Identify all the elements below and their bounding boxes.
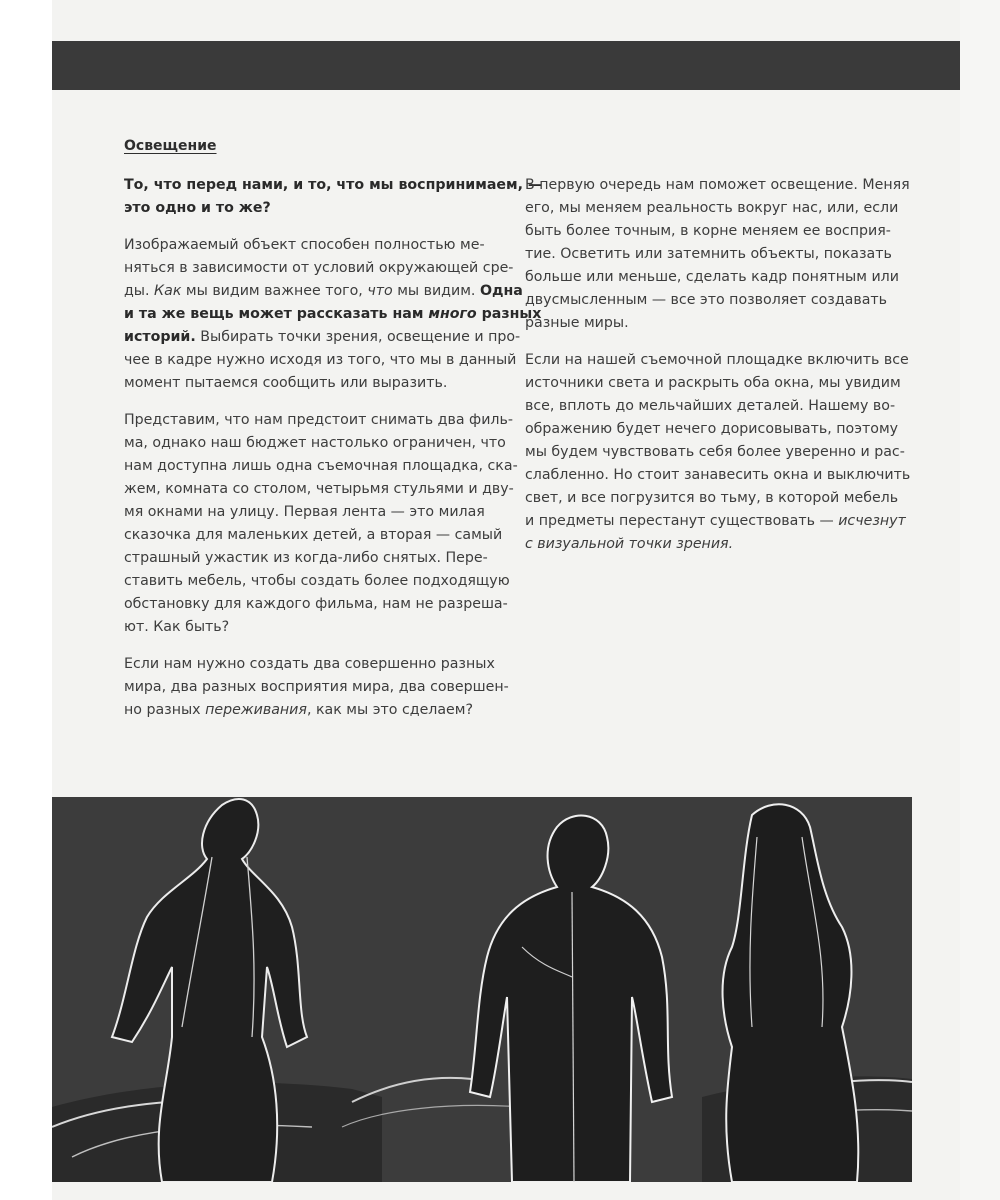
text-line [124, 174, 543, 197]
text-line: быть более точным, в корне меняем ее восприя- [525, 223, 891, 239]
text-line: мира, два разных восприятия мира, два совершен- [124, 679, 509, 695]
strong-text: и та же вещь может рассказать нам [124, 306, 424, 322]
paragraph-2 [124, 409, 518, 639]
text-line: мы будем чувствовать себя более уверенно и рас- [525, 444, 905, 460]
text-line: сказочка для маленьких детей, а вторая — самый [124, 527, 503, 543]
text-line: чее в кадре нужно исходя из того, что мы в данный [124, 352, 517, 368]
text-line [124, 699, 506, 722]
paragraph-4 [525, 174, 910, 335]
text-line: нам доступна лишь одна съемочная площадка, ска- [124, 458, 518, 474]
text-line: ма, однако наш бюджет настолько ограничен, что [124, 435, 506, 451]
text-line: его, мы меняем реальность вокруг нас, или, если [525, 200, 899, 216]
paragraph-1 [124, 234, 542, 395]
text-line: двусмысленным — все это позволяет создавать [525, 292, 888, 308]
left-column [124, 174, 543, 736]
text-line: свет, и все погрузится во тьму, в которой мебель [525, 490, 899, 506]
text-line [124, 326, 521, 349]
lead-question [124, 174, 543, 220]
text-fragment: ды. [124, 283, 150, 299]
emphasis-text: много [428, 306, 477, 322]
text-line: жем, комната со столом, четырьмя стульями и дву- [124, 481, 514, 497]
text-line: Представим, что нам предстоит снимать два филь- [124, 412, 513, 428]
text-fragment: мы видим важнее того, [185, 283, 363, 299]
text-line: все, вплоть до мельчайших деталей. Нашему во- [525, 398, 896, 414]
text-line: больше или меньше, сделать кадр понятным или [525, 269, 899, 285]
emphasis-text: переживания [205, 702, 307, 718]
paragraph-5 [525, 349, 911, 556]
text-line: разные миры. [525, 315, 629, 331]
text-line: В первую очередь нам поможет освещение. Меняя [525, 177, 910, 193]
text-line: ображению будет нечего дорисовывать, поэтому [525, 421, 899, 437]
text-line: страшный ужастик из когда-либо снятых. Пере- [124, 550, 488, 566]
text-line: Если нам нужно создать два совершенно разных [124, 656, 495, 672]
strong-text: Одна [479, 283, 523, 299]
text-fragment: То, что перед нами, и то, что мы воспринимаем, — [124, 177, 543, 193]
text-fragment: мы видим. [397, 283, 476, 299]
emphasis-text: Как [154, 283, 182, 299]
page-left-edge [0, 0, 52, 1200]
text-line [124, 280, 523, 303]
text-line: это одно и то же? [124, 200, 271, 216]
text-line: мя окнами на улицу. Первая лента — это милая [124, 504, 485, 520]
emphasis-text: что [367, 283, 393, 299]
illustration-three-figures [52, 797, 912, 1182]
text-line [525, 510, 907, 533]
text-fragment: но разных [124, 702, 201, 718]
illustration-drawing [52, 797, 912, 1182]
text-line: с визуальной точки зрения. [525, 536, 734, 552]
text-line: момент пытаемся сообщить или выразить. [124, 375, 448, 391]
text-line: Если на нашей съемочной площадке включить все [525, 352, 909, 368]
strong-text: историй. [124, 329, 196, 345]
header-band [52, 41, 960, 90]
text-line: слабленно. Но стоит занавесить окна и выключить [525, 467, 911, 483]
strong-text: разных [481, 306, 542, 322]
text-line: Изображаемый объект способен полностью ме- [124, 237, 485, 253]
text-line: источники света и раскрыть оба окна, мы увидим [525, 375, 901, 391]
text-line: тие. Осветить или затемнить объекты, показать [525, 246, 892, 262]
text-line: обстановку для каждого фильма, нам не разреша- [124, 596, 508, 612]
text-line: ют. Как быть? [124, 619, 230, 635]
text-fragment: , как мы это сделаем? [306, 702, 474, 718]
text-fragment: Выбирать точки зрения, освещение и про- [200, 329, 521, 345]
text-line: ставить мебель, чтобы создать более подходящую [124, 573, 510, 589]
text-line: няться в зависимости от условий окружающей сре- [124, 260, 514, 276]
section-heading: Освещение [124, 138, 217, 154]
text-fragment: и предметы перестанут существовать — [525, 513, 834, 529]
right-column [525, 174, 911, 570]
text-line [124, 303, 542, 326]
emphasis-text: исчезнут [838, 513, 906, 529]
paragraph-3 [124, 653, 509, 722]
page-right-margin [960, 0, 1000, 1200]
